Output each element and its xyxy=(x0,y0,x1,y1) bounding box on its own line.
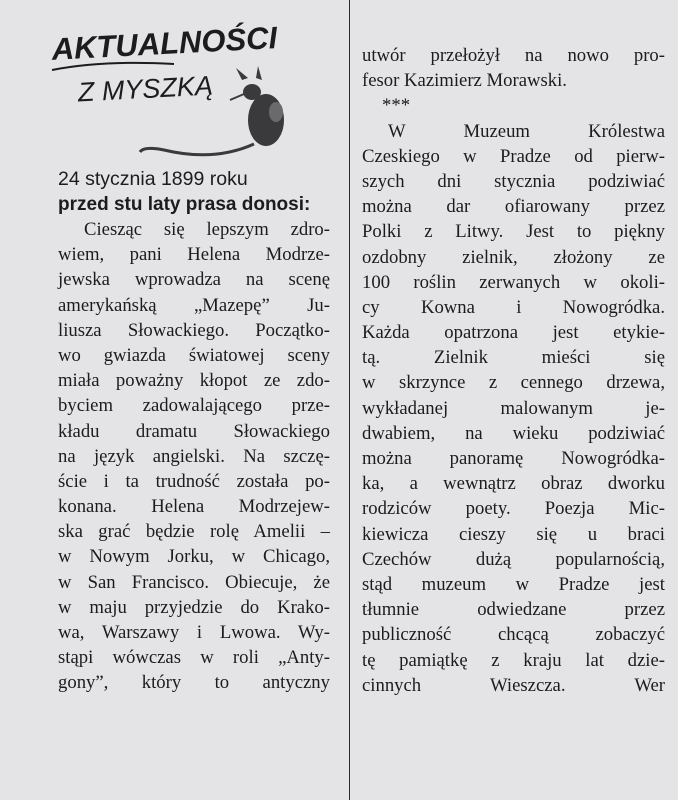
text-line: gony”, który to antyczny xyxy=(58,672,330,694)
svg-text:Z MYSZKĄ: Z MYSZKĄ xyxy=(77,70,214,108)
text-line: miała poważny kłopot ze zdo- xyxy=(58,370,330,392)
text-line: byciem zadowalającego prze- xyxy=(58,395,330,417)
logo-title-line2 xyxy=(76,70,213,107)
article-date: 24 stycznia 1899 roku xyxy=(58,168,248,190)
text-line: można dar ofiarowany przez xyxy=(362,196,665,218)
text-line: stąd muzeum w Pradze jest xyxy=(362,573,665,595)
column-divider xyxy=(349,0,350,800)
text-line: tę pamiątkę z kraju lat dzie- xyxy=(362,649,665,671)
text-line: wiem, pani Helena Modrze- xyxy=(58,244,330,266)
text-line: rodziców poety. Poezja Mic- xyxy=(362,498,665,520)
text-line: w maju przyjedzie do Krako- xyxy=(58,596,330,618)
text-line: tą. Zielnik mieści się xyxy=(362,347,665,369)
text-line: fesor Kazimierz Morawski. xyxy=(362,70,567,92)
text-line: na język angielski. Na szczę- xyxy=(58,445,330,467)
svg-text:AKTUALNOŚCI: AKTUALNOŚCI xyxy=(50,20,278,67)
text-line: cy Kowna i Nowogródka. xyxy=(362,296,665,318)
text-line: 100 roślin zerwanych w okoli- xyxy=(362,271,665,293)
text-line: wykładanej malowanym je- xyxy=(362,397,665,419)
text-line: utwór przełożył na nowo pro- xyxy=(362,45,665,66)
text-line: ozdobny zielnik, złożony ze xyxy=(362,246,665,268)
text-line: Każda opatrzona jest etykie- xyxy=(362,322,665,344)
text-line: amerykańską „Mazepę” Ju- xyxy=(58,294,330,316)
text-line: ska grać będzie rolę Amelii – xyxy=(58,521,330,543)
text-line: w skrzynce z cennego drzewa, xyxy=(362,372,665,394)
left-column xyxy=(58,167,330,696)
text-line: Czeskiego w Pradze od pierw- xyxy=(362,145,665,167)
text-line: Czechów dużą popularnością, xyxy=(362,548,665,570)
right-column xyxy=(362,43,665,698)
text-line: publiczność chcącą zobaczyć xyxy=(362,624,665,646)
left-column-text xyxy=(58,217,330,696)
text-line: W Muzeum Królestwa xyxy=(388,120,665,142)
text-line: kładu dramatu Słowackiego xyxy=(58,420,330,442)
text-line: tłumnie odwiedzane przez xyxy=(362,599,665,621)
text-line: w San Francisco. Obiecuje, że xyxy=(58,571,330,593)
text-line: w Nowym Jorku, w Chicago, xyxy=(58,546,330,568)
text-line: ście i ta trudność została po- xyxy=(58,470,330,492)
text-line: można panoramę Nowogródka- xyxy=(362,448,665,469)
text-line: kiewicza cieszy się u braci xyxy=(362,523,665,545)
text-line: stąpi wówczas w roli „Anty- xyxy=(58,647,330,669)
text-line: ka, a wewnątrz obraz dworku xyxy=(362,473,665,495)
article-subtitle: przed stu laty prasa donosi: xyxy=(58,194,311,215)
text-line: cinnych Wieszcza. Wer xyxy=(362,674,665,696)
section-separator: *** xyxy=(382,95,411,117)
text-line: Ciesząc się lepszym zdro- xyxy=(84,219,330,240)
text-line: dwabiem, na wieku podziwiać xyxy=(362,422,665,444)
text-line: konana. Helena Modrzejew- xyxy=(58,496,330,518)
text-line: liusza Słowackiego. Początko- xyxy=(58,319,330,341)
logo-title-line1 xyxy=(50,20,280,67)
text-line: jewska wprowadza na scenę xyxy=(58,269,330,291)
right-column-text-bottom xyxy=(362,119,665,698)
text-line: wo gwiazda światowej sceny xyxy=(58,344,330,366)
aktualnosci-z-myszka-logo xyxy=(44,12,294,170)
text-line: wa, Warszawy i Lwowa. Wy- xyxy=(58,622,330,643)
text-line: szych dni stycznia podziwiać xyxy=(362,170,665,192)
right-column-text-top xyxy=(362,43,665,93)
text-line: Polki z Litwy. Jest to piękny xyxy=(362,221,665,243)
